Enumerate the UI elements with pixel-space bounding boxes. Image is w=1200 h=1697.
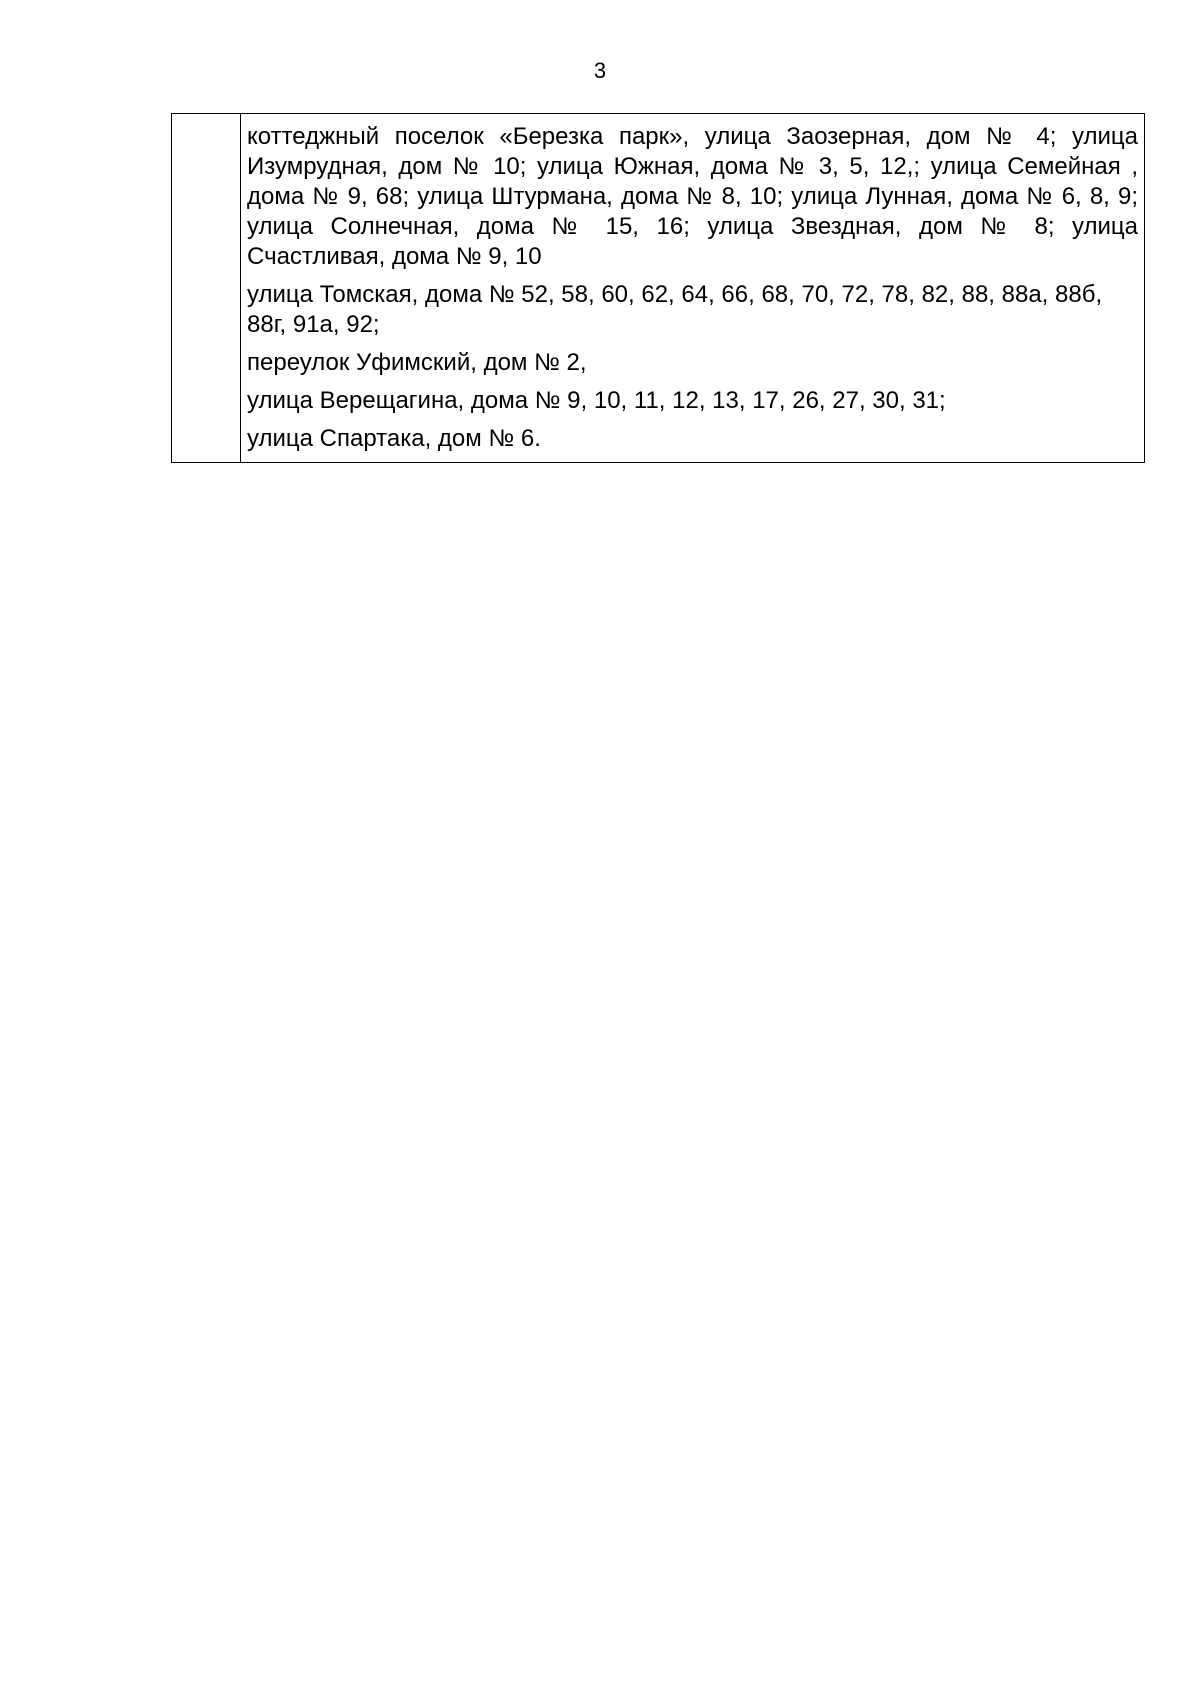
address-entry-vereshchagina: улица Верещагина, дома № 9, 10, 11, 12, 13, 17, 26, 27, 30, 31; [247,387,946,414]
row-number-cell [172,114,241,463]
address-cell [241,114,1145,463]
address-entry-cottage-village: коттеджный поселок «Березка парк», улица Заозерная, дом № 4; улица Изумрудная, дом № 10; улица Южная, дома № 3, 5, 12,; улица Семейная , дома № 9, 68; улица Штурмана, дома № 8, 10; улица Лунная, дома № 6, 8, 9; улица Солнечная, дома № 15, 16; улица Звездная, дом № 8; улица Счастливая, дома № 9, 10 [247,123,1138,270]
table-row [172,114,1145,463]
address-entry-spartaka: улица Спартака, дом № 6. [247,425,541,452]
address-table [171,113,1145,463]
address-entry-ufimsky: переулок Уфимский, дом № 2, [247,349,587,376]
address-entry-tomskaya: улица Томская, дома № 52, 58, 60, 62, 64, 66, 68, 70, 72, 78, 82, 88, 88а, 88б, 88г, 91а, 92; [247,281,1103,338]
page-number: 3 [593,58,607,83]
